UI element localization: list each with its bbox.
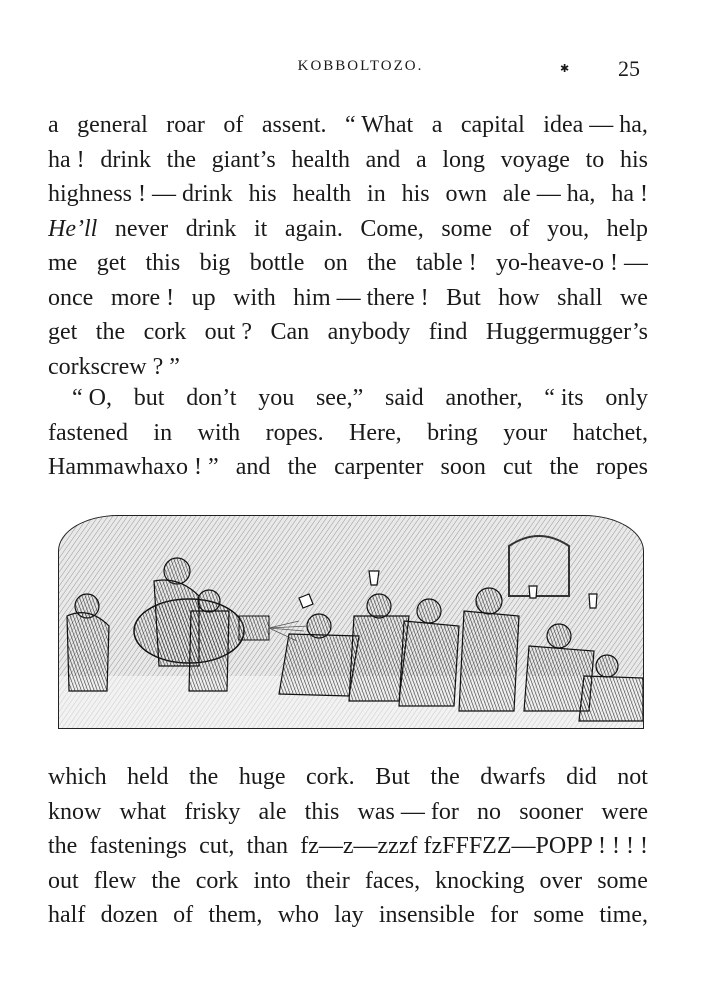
- text-line: [48, 315, 648, 350]
- word: sooner: [519, 798, 584, 825]
- word: on: [323, 250, 348, 276]
- word: me: [48, 250, 78, 276]
- word: shall: [557, 284, 603, 311]
- word: did: [566, 764, 597, 790]
- word: some: [533, 902, 585, 928]
- word: fastenings: [89, 833, 187, 859]
- text-line: [48, 246, 648, 281]
- word: were: [601, 798, 648, 825]
- word: cork: [195, 867, 239, 894]
- word: a: [415, 146, 427, 173]
- word: was — for: [357, 798, 459, 825]
- word: carpenter: [334, 454, 424, 480]
- word: know: [48, 798, 102, 825]
- word: giant’s: [211, 146, 276, 173]
- word: anybody: [327, 319, 411, 345]
- word: flew: [93, 867, 137, 894]
- text-line: [48, 108, 648, 143]
- word: lay: [334, 902, 364, 928]
- word: yo-heave-o ! —: [496, 250, 648, 276]
- word: dwarfs: [480, 764, 546, 790]
- ornament-star-icon: ✱: [560, 62, 570, 75]
- word: in: [367, 181, 386, 207]
- word: big: [199, 250, 231, 276]
- word: roar: [166, 112, 205, 138]
- word: huge: [238, 764, 286, 790]
- word: him — there !: [293, 284, 429, 311]
- word: and: [235, 454, 271, 480]
- word: dozen: [100, 902, 158, 928]
- word: which: [48, 764, 107, 790]
- word: highness ! — drink: [48, 181, 233, 207]
- word: some: [597, 867, 648, 894]
- dwarfs-and-bottle-engraving: [59, 516, 643, 728]
- word: Here,: [349, 419, 402, 446]
- paragraph-1: [48, 108, 648, 384]
- word: the: [430, 764, 460, 790]
- word: drink: [100, 146, 151, 173]
- word: once: [48, 284, 94, 311]
- word: He’ll: [48, 215, 98, 242]
- word: ropes.: [265, 419, 324, 446]
- word: who: [277, 902, 320, 928]
- word: long: [442, 146, 485, 173]
- word: the: [166, 146, 196, 173]
- word: knocking: [435, 867, 525, 894]
- text-line: [48, 416, 648, 451]
- paragraph-3: [48, 760, 648, 933]
- word: bottle: [249, 250, 305, 276]
- word: them,: [208, 902, 263, 928]
- word: soon: [440, 454, 486, 480]
- text-line: [48, 450, 648, 485]
- word: more !: [110, 284, 175, 311]
- word: assent.: [261, 112, 327, 138]
- word: of: [173, 902, 194, 928]
- page-header: [0, 58, 721, 84]
- word: drink: [185, 215, 237, 242]
- word: another,: [445, 385, 523, 411]
- text-line: [48, 829, 648, 864]
- word: into: [253, 867, 291, 894]
- word: ale: [258, 798, 287, 825]
- word: insensible: [378, 902, 475, 928]
- running-title: KOBBOLTOZO.: [297, 58, 424, 74]
- word: the: [95, 319, 126, 345]
- word: in: [153, 419, 173, 446]
- word: help: [606, 215, 648, 242]
- word: the: [151, 867, 181, 894]
- word: fz—z—zzzf fzFFFZZ—POPP ! ! ! !: [300, 833, 648, 859]
- word: cork.: [306, 764, 355, 790]
- word: get: [48, 319, 78, 345]
- text-line: [48, 795, 648, 830]
- text-line: [48, 212, 648, 247]
- word: hatchet,: [572, 419, 648, 446]
- word: of: [223, 112, 244, 138]
- word: for: [490, 902, 519, 928]
- word: his: [248, 181, 277, 207]
- word: up: [191, 284, 216, 311]
- word: ha !: [611, 181, 648, 207]
- word: fastened: [48, 419, 128, 446]
- word: “ its: [544, 385, 584, 411]
- word: over: [539, 867, 583, 894]
- text-line: [48, 864, 648, 899]
- word: with: [233, 284, 276, 311]
- word: out ?: [204, 319, 252, 345]
- word: said: [385, 385, 424, 411]
- word: don’t: [186, 385, 237, 411]
- word: the: [549, 454, 579, 480]
- word: But: [446, 284, 481, 311]
- word: frisky: [184, 798, 241, 825]
- word: a: [431, 112, 443, 138]
- word: this: [304, 798, 340, 825]
- word: ha !: [48, 146, 85, 173]
- word: table !: [415, 250, 477, 276]
- word: see,”: [315, 385, 364, 411]
- word: it: [253, 215, 268, 242]
- word: their: [305, 867, 350, 894]
- text-line: [48, 381, 648, 416]
- paragraph-2: [48, 381, 648, 485]
- word: voyage: [500, 146, 570, 173]
- word: but: [133, 385, 165, 411]
- word: Hammawhaxo ! ”: [48, 454, 219, 480]
- word: idea — ha,: [543, 112, 648, 138]
- word: “ What: [345, 112, 414, 138]
- word: Come,: [360, 215, 424, 242]
- text-line: [48, 177, 648, 212]
- text-line: [48, 898, 648, 933]
- word: cut: [502, 454, 533, 480]
- word: general: [77, 112, 148, 138]
- word: his: [619, 146, 648, 173]
- word: time,: [599, 902, 648, 928]
- text-line: [48, 760, 648, 795]
- word: the: [48, 833, 78, 859]
- word: again.: [284, 215, 343, 242]
- word: how: [498, 284, 540, 311]
- word: his: [401, 181, 430, 207]
- word: some: [441, 215, 492, 242]
- word: what: [119, 798, 167, 825]
- word: faces,: [364, 867, 421, 894]
- word: corkscrew ? ”: [48, 353, 180, 380]
- engraving-illustration: [58, 515, 644, 729]
- word: no: [477, 798, 502, 825]
- word: not: [617, 764, 648, 790]
- word: only: [605, 385, 648, 411]
- word: the: [367, 250, 397, 276]
- word: cork: [143, 319, 187, 345]
- text-line: [48, 143, 648, 178]
- word: get: [96, 250, 127, 276]
- word: But: [375, 764, 410, 790]
- page-number: 25: [618, 56, 640, 81]
- word: Huggermugger’s: [485, 319, 648, 345]
- word: “ O,: [72, 385, 112, 411]
- word: a: [48, 112, 59, 138]
- word: than: [246, 833, 288, 859]
- word: health: [291, 146, 350, 173]
- word: ropes: [595, 454, 648, 480]
- word: we: [619, 284, 648, 311]
- word: capital: [460, 112, 525, 138]
- word: ale — ha,: [502, 181, 596, 207]
- word: bring: [427, 419, 478, 446]
- word: to: [585, 146, 605, 173]
- word: Can: [270, 319, 310, 345]
- word: your: [503, 419, 548, 446]
- word: cut,: [199, 833, 235, 859]
- word: the: [189, 764, 219, 790]
- word: you,: [547, 215, 590, 242]
- word: own: [445, 181, 487, 207]
- word: find: [428, 319, 468, 345]
- text-line: [48, 281, 648, 316]
- word: held: [127, 764, 169, 790]
- word: and: [365, 146, 401, 173]
- word: this: [145, 250, 181, 276]
- word: never: [114, 215, 169, 242]
- word: half: [48, 902, 86, 928]
- text-line: [48, 350, 648, 385]
- word: the: [287, 454, 317, 480]
- word: of: [509, 215, 530, 242]
- word: health: [292, 181, 352, 207]
- word: with: [197, 419, 241, 446]
- word: out: [48, 867, 79, 894]
- word: you: [258, 385, 295, 411]
